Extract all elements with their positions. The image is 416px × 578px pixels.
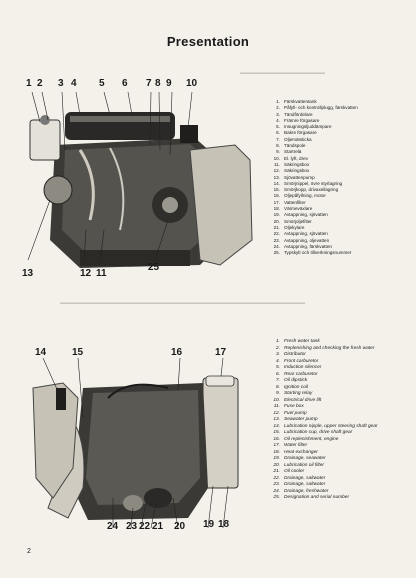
list-item: 13. Sjövattenpump bbox=[273, 174, 315, 180]
list-item: 11. Säkringsbox bbox=[273, 161, 310, 167]
list-item: 2. Replenishing and checking the fresh water bbox=[275, 345, 375, 351]
list-item: 3. Tändfördelare bbox=[276, 111, 313, 117]
callout-label: 5 bbox=[99, 78, 105, 89]
list-item: 1. Färskvattentank bbox=[276, 99, 317, 104]
list-item: 15. Smörjkopp, drivaxellagring bbox=[273, 187, 339, 193]
callout-label: 10 bbox=[186, 78, 198, 89]
callout-label: 23 bbox=[126, 521, 138, 532]
list-item: 9. Starting relay bbox=[275, 391, 313, 396]
list-item: 3. Distributor bbox=[275, 352, 306, 357]
list-item: 19. Drainage, seawater bbox=[273, 456, 326, 461]
list-item: 21. Oljekylare bbox=[273, 224, 305, 230]
list-item: 16. Oljepåfyllning, motor bbox=[273, 193, 326, 199]
callout-label: 16 bbox=[171, 347, 183, 358]
list-item: 22. Avtappning, sjövatten bbox=[273, 231, 328, 237]
list-item: 9. Startrelä bbox=[276, 149, 302, 155]
callout-label: 3 bbox=[58, 78, 64, 89]
list-item: 20. Smörjoljefilter bbox=[273, 218, 312, 224]
show-through-text: ▬▬▬▬▬▬▬▬▬▬▬▬▬▬▬▬▬▬▬▬▬▬▬▬▬▬▬▬▬▬▬▬▬▬▬▬▬▬▬▬▬▬▬▬▬▬▬▬▬ bbox=[60, 300, 305, 306]
list-item: 12. Säkringsbox bbox=[273, 168, 310, 174]
callout-label: 8 bbox=[155, 78, 161, 89]
callout-label: 18 bbox=[218, 519, 230, 530]
list-item: 12. Fuel pump bbox=[273, 410, 307, 416]
callout-label: 11 bbox=[96, 268, 107, 279]
list-item: 2. Påfyll- och kontrollplugg, färskvatten bbox=[276, 105, 358, 111]
list-item: 24. Drainage, freshwater bbox=[273, 488, 329, 494]
list-item: 17. Water filter bbox=[273, 443, 308, 448]
list-item: 23. Drainage, saltwater bbox=[273, 482, 326, 487]
callout-label: 22 bbox=[139, 521, 151, 532]
list-item: 6. Rear carburetor bbox=[275, 371, 318, 377]
list-item: 16. Oil replenishment, engine bbox=[273, 436, 339, 442]
list-item: 14. Smörjnippel, övre styrlagring bbox=[273, 180, 343, 186]
callout-label: 17 bbox=[215, 347, 227, 358]
list-item: 5. Induction silencer bbox=[275, 365, 322, 370]
list-item: 24. Avtappning, färskvatten bbox=[273, 243, 332, 249]
list-item: 7. Oljemätsticka bbox=[276, 136, 312, 142]
list-item: 21. Oil cooler bbox=[273, 469, 305, 474]
callout-label: 25 bbox=[148, 262, 160, 273]
list-item: 18. Heat exchanger bbox=[273, 449, 318, 455]
engine-photo-bottom bbox=[28, 358, 253, 533]
callout-label: 6 bbox=[122, 78, 128, 89]
list-item: 18. Värmeväxlare bbox=[273, 206, 313, 212]
list-item: 23. Avtappning, oljevatten bbox=[273, 237, 330, 243]
list-item: 8. Ignition coil bbox=[275, 384, 308, 390]
list-item: 4. Främre förgasare bbox=[276, 117, 320, 123]
list-item: 19. Avtappning, sjövatten bbox=[273, 212, 328, 218]
list-item: 1. Fresh water tank bbox=[275, 339, 320, 344]
list-item: 22. Drainage, saltwater bbox=[273, 475, 326, 481]
swedish-legend bbox=[268, 99, 408, 256]
list-item: 4. Front carburetor bbox=[275, 358, 319, 364]
callout-label: 2 bbox=[37, 78, 43, 89]
list-item: 25. Designation and serial number bbox=[273, 495, 350, 500]
list-item: 5. Insugningsljuddämpare bbox=[276, 124, 332, 130]
page-number: 2 bbox=[27, 548, 31, 555]
list-item: 10. El. lyft, drev bbox=[273, 155, 308, 161]
callout-label: 4 bbox=[71, 78, 77, 89]
callout-label: 19 bbox=[203, 519, 215, 530]
show-through-text: ▬▬▬▬▬▬▬▬▬▬▬▬▬▬▬▬▬ bbox=[240, 70, 325, 76]
engine-photo-top bbox=[20, 90, 260, 280]
callout-label: 13 bbox=[22, 268, 34, 279]
callout-label: 7 bbox=[146, 78, 152, 89]
page-title: Presentation bbox=[166, 34, 250, 49]
callout-label: 15 bbox=[72, 347, 84, 358]
callout-label: 21 bbox=[152, 521, 164, 532]
list-item: 11. Fuse box bbox=[273, 404, 304, 409]
callout-label: 14 bbox=[35, 347, 47, 358]
list-item: 14. Lubrication nipple, upper steering shaft gear bbox=[273, 423, 378, 429]
callout-label: 1 bbox=[26, 78, 32, 89]
list-item: 8. Tändspole bbox=[276, 143, 306, 149]
callout-label: 24 bbox=[107, 521, 119, 532]
list-item: 15. Lubrication cup, drive shaft gear bbox=[273, 430, 353, 435]
list-item: 7. Oil dipstick bbox=[275, 378, 308, 383]
list-item: 20. Lubrication oil filter bbox=[273, 462, 324, 468]
list-item: 10. Electrical drive lift bbox=[273, 397, 322, 403]
english-legend bbox=[268, 339, 410, 502]
callout-label: 9 bbox=[166, 78, 172, 89]
callout-label: 20 bbox=[174, 521, 186, 532]
callout-label: 12 bbox=[80, 268, 92, 279]
list-item: 13. Seawater pump bbox=[273, 417, 318, 422]
list-item: 17. Vattenfilter bbox=[273, 199, 306, 205]
list-item: 6. Bakre förgasare bbox=[276, 130, 317, 136]
list-item: 25. Typskylt och tillverkningsnummer bbox=[273, 250, 352, 256]
